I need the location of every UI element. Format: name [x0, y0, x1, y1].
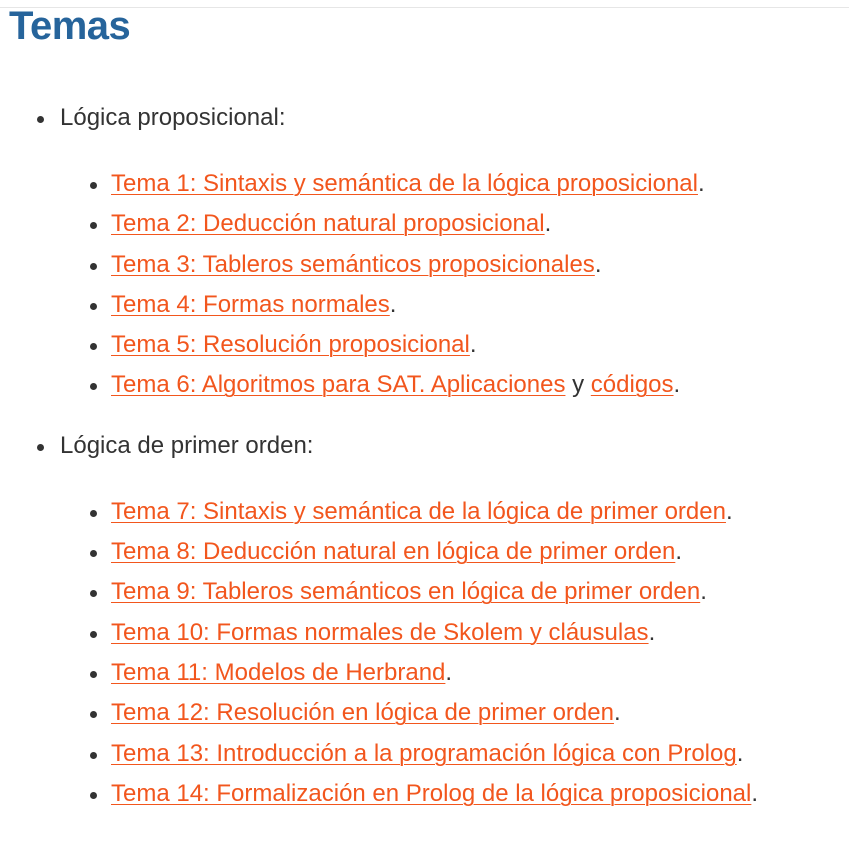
topic-link-14[interactable]: Tema 14: Formalización en Prolog de la lógica proposicional — [111, 779, 752, 807]
list-item — [111, 734, 849, 774]
punctuation: . — [389, 290, 397, 318]
topic-link-3[interactable]: Tema 3: Tableros semánticos proposicionales — [111, 250, 595, 278]
topics-list — [60, 492, 849, 814]
sections-list — [0, 98, 849, 834]
punctuation: . — [648, 618, 656, 646]
punctuation: . — [544, 210, 552, 238]
codes-link[interactable]: códigos — [590, 371, 674, 399]
section-label: Lógica de primer orden: — [60, 431, 314, 459]
topic-link-1[interactable]: Tema 1: Sintaxis y semántica de la lógica proposicional — [111, 170, 698, 197]
punctuation: . — [725, 497, 733, 525]
punctuation: . — [594, 250, 602, 278]
punctuation: . — [697, 170, 705, 197]
punctuation: . — [675, 538, 682, 566]
topic-link-8[interactable]: Tema 8: Deducción natural en lógica de primer orden — [111, 538, 676, 566]
list-item — [111, 325, 849, 365]
punctuation: . — [673, 371, 681, 399]
punctuation: . — [700, 578, 707, 606]
list-item — [111, 492, 849, 532]
punctuation: . — [469, 331, 477, 359]
list-item — [111, 245, 849, 285]
section-label: Lógica proposicional: — [60, 104, 286, 131]
punctuation: . — [613, 699, 621, 727]
topic-link-2[interactable]: Tema 2: Deducción natural proposicional — [111, 210, 545, 238]
list-item — [111, 285, 849, 325]
list-item — [111, 613, 849, 653]
topic-link-7[interactable]: Tema 7: Sintaxis y semántica de la lógica de primer orden — [111, 497, 726, 525]
topic-link-13[interactable]: Tema 13: Introducción a la programación lógica con Prolog — [111, 739, 737, 767]
topic-link-6[interactable]: Tema 6: Algoritmos para SAT. Aplicaciones — [111, 371, 566, 399]
list-item — [111, 693, 849, 733]
list-item — [111, 774, 849, 814]
topic-link-12[interactable]: Tema 12: Resolución en lógica de primer orden — [111, 699, 614, 727]
topic-link-11[interactable]: Tema 11: Modelos de Herbrand — [111, 658, 446, 686]
punctuation: . — [445, 658, 453, 686]
page-title: Temas — [9, 4, 131, 48]
punctuation: . — [736, 739, 744, 767]
list-item — [111, 572, 849, 612]
section-propositional — [60, 98, 849, 406]
list-item — [111, 204, 849, 244]
punctuation: . — [751, 779, 759, 807]
list-item — [111, 164, 849, 204]
list-item — [111, 365, 849, 405]
list-item — [111, 532, 849, 572]
conjunction: y — [565, 371, 591, 399]
list-item — [111, 653, 849, 693]
topics-list — [60, 164, 849, 406]
topic-link-10[interactable]: Tema 10: Formas normales de Skolem y cláusulas — [111, 618, 649, 646]
topic-link-5[interactable]: Tema 5: Resolución proposicional — [111, 331, 470, 359]
section-first-order — [60, 426, 849, 814]
topic-link-4[interactable]: Tema 4: Formas normales — [111, 290, 390, 318]
topic-link-9[interactable]: Tema 9: Tableros semánticos en lógica de primer orden — [111, 578, 701, 606]
